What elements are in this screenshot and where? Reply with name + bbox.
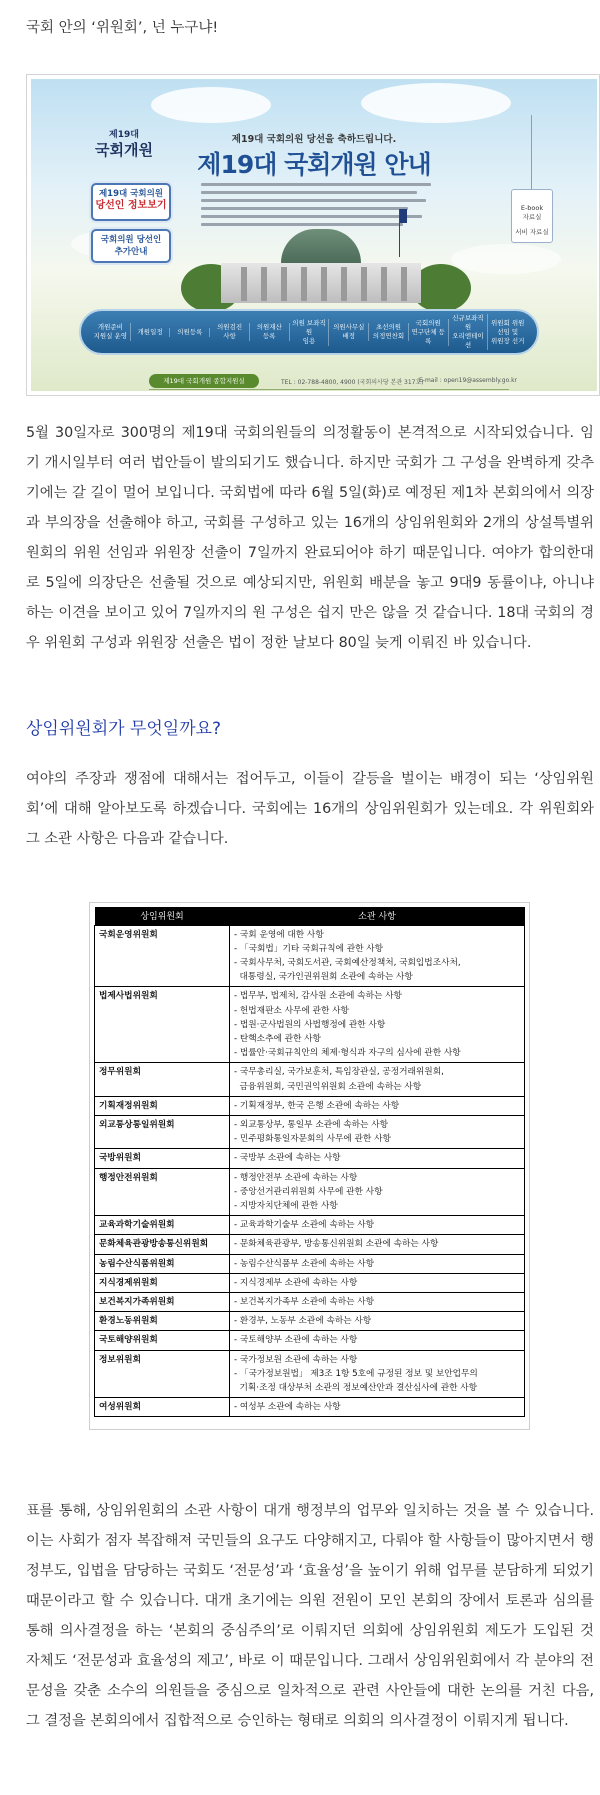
committee-jurisdiction xyxy=(230,1115,525,1148)
flag-icon xyxy=(400,209,407,223)
committee-name: 농림수산식품위원회 xyxy=(95,1254,230,1273)
ebook-button[interactable]: E-book 자료실 서비 자료실 xyxy=(511,189,553,243)
jurisdiction-item: - 국방부 소관에 속하는 사항 xyxy=(234,1153,341,1164)
jurisdiction-item: - 법원·군사법원의 사법행정에 관한 사항 xyxy=(234,1019,386,1030)
jurisdiction-item: - 「국가정보원법」 제3조 1항 5호에 규정된 정보 및 보안업무의 xyxy=(234,1368,478,1379)
nav-item-office[interactable]: 의원사무실 배정 xyxy=(329,323,369,341)
table-row xyxy=(95,1312,525,1331)
table-row xyxy=(95,925,525,987)
jurisdiction-item: - 농림수산식품부 소관에 속하는 사항 xyxy=(234,1258,375,1269)
table-row xyxy=(95,1254,525,1273)
committee-jurisdiction xyxy=(230,1168,525,1216)
committee-name: 교육과학기술위원회 xyxy=(95,1216,230,1235)
ebook-hanger-line xyxy=(531,115,532,189)
committee-name: 국회운영위원회 xyxy=(95,925,230,987)
jurisdiction-item: - 환경부, 노동부 소관에 속하는 사항 xyxy=(234,1316,372,1327)
banner-image-frame xyxy=(26,74,600,396)
committee-jurisdiction xyxy=(230,1254,525,1273)
jurisdiction-item: 금융위원회, 국민권익위원회 소관에 속하는 사항 xyxy=(234,1081,422,1092)
jurisdiction-item: 기획·조정 대상부처 소관의 정보예산안과 결산심사에 관한 사항 xyxy=(234,1382,478,1393)
winner-extra-info-button[interactable]: 국회의원 당선인 추가안내 xyxy=(91,229,171,263)
table-row xyxy=(95,1292,525,1311)
committee-name: 행정안전위원회 xyxy=(95,1168,230,1216)
committee-name: 정무위원회 xyxy=(95,1063,230,1096)
committee-jurisdiction xyxy=(230,1312,525,1331)
nav-item-schedule[interactable]: 개원일정 xyxy=(131,328,171,337)
table-row xyxy=(95,987,525,1063)
committee-jurisdiction xyxy=(230,1273,525,1292)
banner-logo: 국회개원 xyxy=(95,141,153,159)
banner-congrats: 제19대 국회의원 당선을 축하드립니다. xyxy=(231,134,397,145)
table-row xyxy=(95,1398,525,1417)
jurisdiction-item: - 국무총리실, 국가보훈처, 특임장관실, 공정거래위원회, xyxy=(234,1067,444,1078)
jurisdiction-item: - 보건복지가족부 소관에 속하는 사항 xyxy=(234,1296,375,1307)
committee-jurisdiction xyxy=(230,1398,525,1417)
committee-jurisdiction xyxy=(230,1235,525,1254)
paragraph-committee-intro: 여야의 주장과 쟁점에 대해서는 접어두고, 이들이 갈등을 벌이는 배경이 되는 ‘상임위원회’에 대해 알아보도록 하겠습니다. 국회에는 16개의 상임위원회가 있는데요. 각 위원회와 그 소관 사항은 다음과 같습니다. xyxy=(26,771,594,847)
committee-jurisdiction xyxy=(230,1096,525,1115)
committee-table-body xyxy=(95,925,525,1417)
cloud-shape xyxy=(451,244,561,274)
committee-jurisdiction xyxy=(230,987,525,1063)
jurisdiction-item: - 문화체육관광부, 방송통신위원회 소관에 속하는 사항 xyxy=(234,1239,439,1250)
committee-name: 국토해양위원회 xyxy=(95,1331,230,1350)
nav-item-registration[interactable]: 의원등록 xyxy=(170,328,210,337)
jurisdiction-item: - 민주평화통일자문회의 사무에 관한 사항 xyxy=(234,1134,391,1145)
committee-jurisdiction xyxy=(230,1149,525,1168)
jurisdiction-item: - 중앙선거관리위원회 사무에 관한 사항 xyxy=(234,1186,383,1197)
committee-jurisdiction xyxy=(230,1292,525,1311)
committee-name: 문화체육관광방송통신위원회 xyxy=(95,1235,230,1254)
banner-nav-bar xyxy=(79,309,539,355)
section-heading: 상임위원회가 무엇일까요? xyxy=(26,719,222,739)
jurisdiction-item: - 외교통상부, 통일부 소관에 속하는 사항 xyxy=(234,1119,388,1130)
banner-title: 제19대 국회개원 안내 xyxy=(197,150,431,179)
jurisdiction-item: - 탄핵소추에 관한 사항 xyxy=(234,1033,321,1044)
jurisdiction-item: - 헌법재판소 사무에 관한 사항 xyxy=(234,1005,349,1016)
table-header-committee: 상임위원회 xyxy=(95,907,230,925)
nav-item-committee[interactable]: 위원회 위원 선임 및 위원장 선거 xyxy=(490,318,525,345)
committee-name: 기획재정위원회 xyxy=(95,1096,230,1115)
cloud-shape xyxy=(361,83,511,123)
jurisdiction-item: - 행정안전부 소관에 속하는 사항 xyxy=(234,1172,358,1183)
table-row xyxy=(95,1096,525,1115)
jurisdiction-item: 대통령실, 국가인권위원회 소관에 속하는 사항 xyxy=(234,972,413,983)
assembly-banner xyxy=(31,79,597,391)
committee-jurisdiction xyxy=(230,1063,525,1096)
table-row xyxy=(95,1115,525,1148)
table-row xyxy=(95,1235,525,1254)
cloud-shape xyxy=(151,87,271,123)
support-office-badge: 제19대 국회개원 종합지원실 xyxy=(149,374,259,388)
committee-name: 여성위원회 xyxy=(95,1398,230,1417)
assembly-building-icon xyxy=(221,229,421,309)
winner-info-button[interactable]: 제19대 국회의원 당선인 정보보기 xyxy=(91,183,171,221)
jurisdiction-item: - 법률안·국회규칙안의 체제·형식과 자구의 심사에 관한 사항 xyxy=(234,1048,461,1059)
nav-item-orientation[interactable]: 신규보좌직원 오리엔테이션 xyxy=(449,314,489,350)
table-row xyxy=(95,1216,525,1235)
jurisdiction-item: - 국회 운영에 대한 사항 xyxy=(234,929,324,940)
nav-item-checkup[interactable]: 의원검진 사항 xyxy=(210,323,250,341)
table-row xyxy=(95,1168,525,1216)
committee-table-frame xyxy=(89,902,530,1430)
committee-table xyxy=(94,907,525,1417)
committee-jurisdiction xyxy=(230,1331,525,1350)
jurisdiction-item: - 기획재정부, 한국 은행 소관에 속하는 사항 xyxy=(234,1100,400,1111)
committee-name: 정보위원회 xyxy=(95,1350,230,1398)
jurisdiction-item: - 교육과학기술부 소관에 속하는 사항 xyxy=(234,1220,375,1231)
contact-email: E-mail : open19@assembly.go.kr xyxy=(419,377,518,384)
jurisdiction-item: - 국회사무처, 국회도서관, 국회예산정책처, 국회입법조사처, xyxy=(234,957,461,968)
committee-jurisdiction xyxy=(230,1216,525,1235)
committee-name: 외교통상통일위원회 xyxy=(95,1115,230,1148)
table-row xyxy=(95,1273,525,1292)
nav-item-prep-office[interactable]: 개원준비 지원실 운영 xyxy=(91,323,131,341)
jurisdiction-item: - 지방자치단체에 관한 사항 xyxy=(234,1200,338,1211)
intro-line: 국회 안의 ‘위원회’, 넌 누구냐! xyxy=(26,20,219,36)
table-row xyxy=(95,1063,525,1096)
banner-description-text xyxy=(201,183,431,231)
committee-name: 지식경제위원회 xyxy=(95,1273,230,1292)
table-header-jurisdiction: 소관 사항 xyxy=(230,907,525,925)
jurisdiction-item: - 법무부, 법제처, 감사원 소관에 속하는 사항 xyxy=(234,991,402,1002)
committee-name: 법제사법위원회 xyxy=(95,987,230,1063)
banner-logo-sub: 제19대 xyxy=(109,130,139,140)
table-row xyxy=(95,1350,525,1398)
jurisdiction-item: - 국토해양부 소관에 속하는 사항 xyxy=(234,1335,358,1346)
jurisdiction-item: - 지식경제부 소관에 속하는 사항 xyxy=(234,1277,358,1288)
table-row xyxy=(95,1331,525,1350)
paragraph-conclusion: 표를 통해, 상임위원회의 소관 사항이 대개 행정부의 업무와 일치하는 것을 볼 수 있습니다. 이는 사회가 점자 복잡해져 국민들의 요구도 다양해지고, 다뤄야 할 사항들이 많아지면서 행정부도, 입법을 담당하는 국회도 ‘전문성’과 ‘효율성’을 높이기 위해 업무를 분담하게 되었기 때문이라고 할 수 있습니다. 대개 초기에는 의원 전원이 모인 본회의 장에서 토론과 심의를 통해 의사결정을 하는 ‘본회의 중심주의’로 이뤄지던 의회에 상임위원회 제도가 도입된 것 자체도 ‘전문성과 효율성의 제고’, 바로 이 때문입니다. 그래서 상임위원회에서 각 분야의 전문성을 갖춘 소수의 의원들을 중심으로 일차적으로 관련 사안들에 대한 논의를 거친 다음, 그 결정을 본회의에서 집합적으로 승인하는 형태로 의회의 의사결정이 이뤄지게 됩니다. xyxy=(26,1503,594,1729)
nav-item-seminar[interactable]: 초선의원 의정연찬회 xyxy=(369,323,409,341)
contact-tel: TEL : 02-788-4800, 4900 (국회의사당 본관 317호) xyxy=(281,379,424,386)
committee-name: 국방위원회 xyxy=(95,1149,230,1168)
committee-jurisdiction xyxy=(230,1350,525,1398)
committee-jurisdiction xyxy=(230,925,525,987)
jurisdiction-item: - 국가정보원 소관에 속하는 사항 xyxy=(234,1354,358,1365)
table-row xyxy=(95,1149,525,1168)
jurisdiction-item: - 여성부 소관에 속하는 사항 xyxy=(234,1402,341,1413)
nav-item-research[interactable]: 국회의원 연구단체 등록 xyxy=(409,319,449,346)
nav-item-assets[interactable]: 의원재산 등록 xyxy=(250,323,290,341)
footer-divider xyxy=(149,389,509,390)
committee-name: 환경노동위원회 xyxy=(95,1312,230,1331)
jurisdiction-item: - 「국회법」기타 국회규칙에 관한 사항 xyxy=(234,943,384,954)
paragraph-opening: 5월 30일자로 300명의 제19대 국회의원들의 의정활동이 본격적으로 시작되었습니다. 임기 개시일부터 여러 법안들이 발의되기도 했습니다. 하지만 국회가 그 구성을 완벽하게 갖추기에는 갈 길이 멀어 보입니다. 국회법에 따라 6월 5일(화)로 예정된 제1차 본회의에서 의장과 부의장을 선출해야 하고, 국회를 구성하고 있는 16개의 상임위원회와 2개의 상설특별위원회의 위원 선임과 위원장 선출이 7일까지 완료되어야 하기 때문입니다. 여야가 합의한대로 5일에 의장단은 선출될 것으로 예상되지만, 위원회 배분을 놓고 9대9 동률이냐, 아니냐 하는 이견을 보이고 있어 7일까지의 원 구성은 쉽지 만은 않을 것 같습니다. 18대 국회의 경우 위원회 구성과 위원장 선출은 법이 정한 날보다 80일 늦게 이뤄진 바 있습니다. xyxy=(26,425,594,651)
nav-item-staff[interactable]: 의원 보좌직원 임용 xyxy=(290,319,330,346)
committee-name: 보건복지가족위원회 xyxy=(95,1292,230,1311)
